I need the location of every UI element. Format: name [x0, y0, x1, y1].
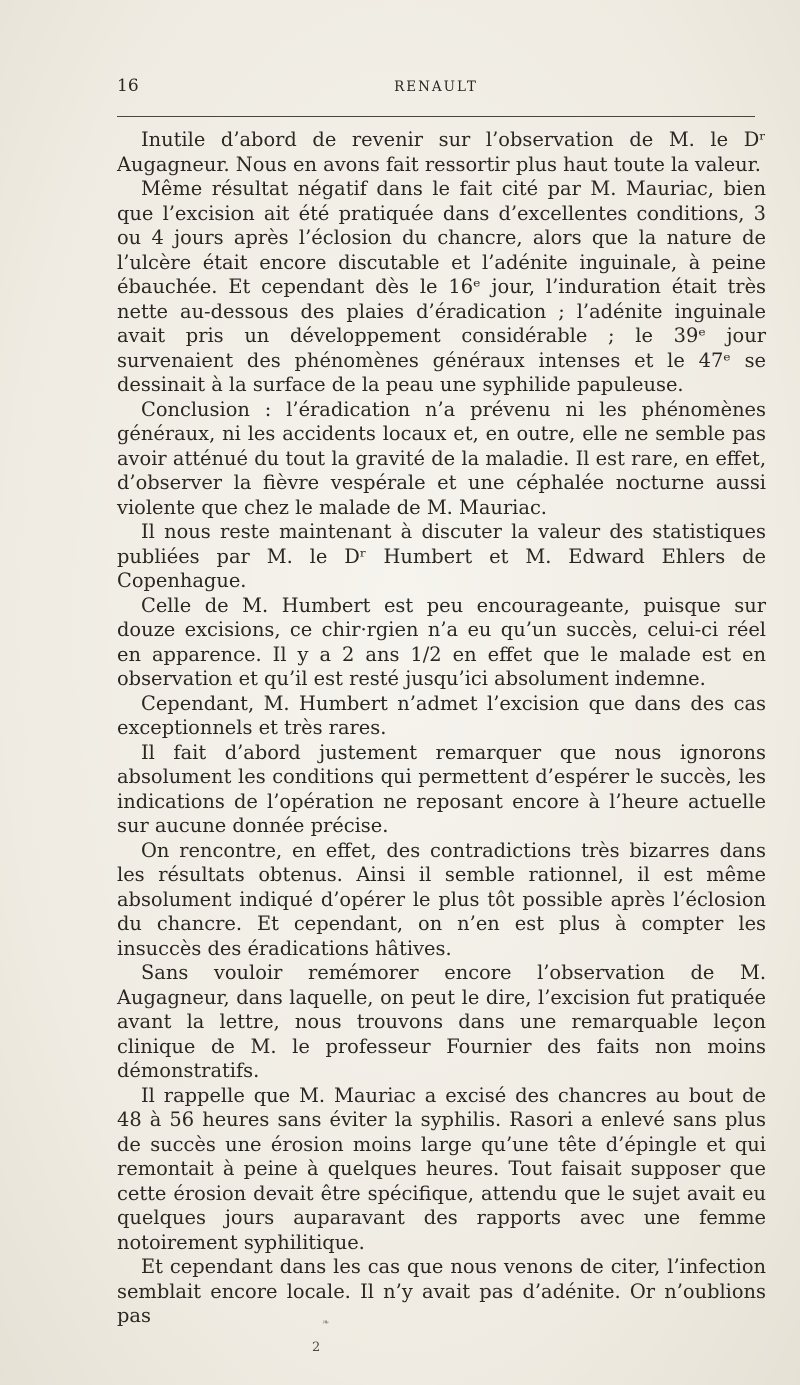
body-text [117, 128, 766, 1329]
header-rule [117, 116, 755, 117]
paragraph: Conclusion : l’éradication n’a prévenu ni les phénomènes généraux, ni les accidents locaux et, en outre, elle ne semble pas avoir atténué du tout la gravité de la maladie. Il est rare, en effet, d’observer la fièvre vespérale et une céphalée nocturne aussi violente que chez le malade de M. Mauriac. [117, 397, 766, 519]
paragraph: Celle de M. Humbert est peu encourageante, puisque sur douze excisions, ce chir·rgien n’a eu qu’un succès, celui-ci réel en apparence. Il y a 2 ans 1/2 en effet que le malade est en observation et qu’il est resté jusqu’ici absolument indemne. [117, 593, 766, 690]
paragraph: Même résultat négatif dans le fait cité par M. Mauriac, bien que l’excision ait été pratiquée dans d’excellentes conditions, 3 ou 4 jours après l’éclosion du chancre, alors que la nature de l’ulcère était encore discutable et l’adénite inguinale, à peine ébauchée. Et cependant dès le 16ᵉ jour, l’induration était très nette au-dessous des plaies d’éradication ; l’adénite inguinale avait pris un développement considérable ; le 39ᵉ jour survenaient des phénomènes généraux intenses et le 47ᵉ se dessinait à la surface de la peau une syphilide papuleuse. [117, 177, 766, 396]
paragraph: Cependant, M. Humbert n’admet l’excision que dans des cas exceptionnels et très rares. [117, 691, 766, 739]
paragraph: Inutile d’abord de revenir sur l’observation de M. le Dʳ Augagneur. Nous en avons fait ressortir plus haut toute la valeur. [117, 128, 766, 176]
paragraph: On rencontre, en effet, des contradictions très bizarres dans les résultats obtenus. Ainsi il semble rationnel, il est même absolument indiqué d’opérer le plus tôt possible après l’éclosion du chancre. Et cependant, on n’en est plus à compter les insuccès des éradications hâtives. [117, 838, 766, 960]
signature-mark: 2 [312, 1340, 321, 1355]
paragraph: Il nous reste maintenant à discuter la valeur des statistiques publiées par M. le Dʳ Humbert et M. Edward Ehlers de Copenhague. [117, 520, 766, 592]
ink-speck: ❧ [322, 1318, 330, 1328]
running-head: RENAULT [394, 79, 478, 95]
page-header [117, 76, 755, 100]
paragraph: Il rappelle que M. Mauriac a excisé des chancres au bout de 48 à 56 heures sans éviter la syphilis. Rasori a enlevé sans plus de succès une érosion moins large qu’une tête d’épingle et qui remontait à peine à quelques heures. Tout faisait supposer que cette érosion devait être spécifique, attendu que le sujet avait eu quelques jours auparavant des rapports avec une femme notoirement syphilitique. [117, 1083, 766, 1254]
paragraph: Sans vouloir remémorer encore l’observation de M. Augagneur, dans laquelle, on peut le dire, l’excision fut pratiquée avant la lettre, nous trouvons dans une remarquable leçon clinique de M. le professeur Fournier des faits non moins démonstratifs. [117, 961, 766, 1082]
paragraph: Et cependant dans les cas que nous venons de citer, l’infection semblait encore locale. Il n’y avait pas d’adénite. Or n’oublions pas [117, 1255, 766, 1327]
paragraph: Il fait d’abord justement remarquer que nous ignorons absolument les conditions qui permettent d’espérer le succès, les indications de l’opération ne reposant encore à l’heure actuelle sur aucune donnée précise. [117, 740, 766, 837]
page-number: 16 [117, 76, 139, 96]
